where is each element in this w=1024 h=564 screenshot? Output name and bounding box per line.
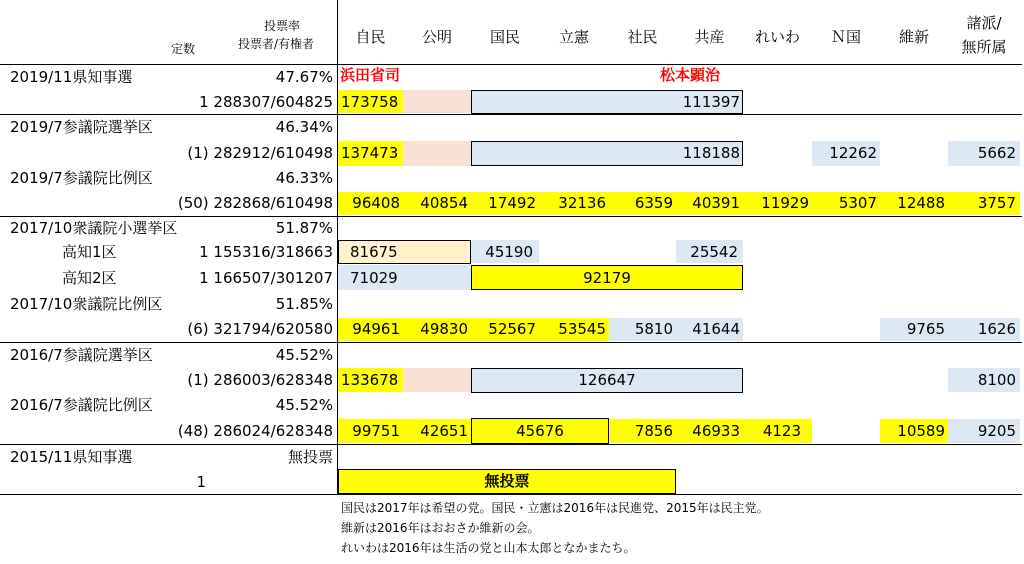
header-party-shamin: 社民: [627, 28, 658, 46]
seats-voters-ratio: 1 155316/318663: [199, 243, 333, 261]
turnout-rate: 51.87%: [275, 219, 333, 237]
row-title: 2019/11県知事選: [10, 68, 133, 86]
votes-jimin: 137473: [341, 144, 399, 162]
votes-kibou: 52567: [488, 320, 536, 338]
votes-nkoku: 12262: [829, 144, 877, 162]
turnout-rate: 45.52%: [275, 346, 333, 364]
fill-komei: [403, 141, 471, 166]
row-title: 2015/11県知事選: [10, 448, 133, 466]
votes-jimin: 99751: [352, 422, 400, 440]
row-divider: [0, 114, 1022, 115]
row-divider: [0, 494, 1022, 495]
row-divider: [0, 64, 1022, 65]
header-party-nkoku: Ｎ国: [830, 28, 861, 46]
note-line: 国民は2017年は希望の党。国民・立憲は2016年は民進党、2015年は民主党。: [341, 501, 769, 515]
votes-joint: 92179: [583, 269, 631, 287]
header-party-jimin: 自民: [355, 28, 386, 46]
votes-opposition: 111397: [682, 93, 740, 111]
row-title: 2017/10衆議院小選挙区: [10, 221, 178, 236]
votes-komei: 49830: [420, 320, 468, 338]
votes-nkoku: 5307: [838, 194, 877, 212]
header-others-line1: 諸派/: [966, 14, 1002, 32]
seats-voters-ratio: 1 288307/604825: [199, 93, 333, 111]
votes-shamin: 5810: [634, 320, 673, 338]
votes-komei: 42651: [420, 422, 468, 440]
candidate-a: 浜田省司: [340, 66, 401, 84]
header-party-reiwa: れいわ: [754, 28, 800, 46]
votes-kyosan: 40391: [692, 194, 740, 212]
turnout-rate: 47.67%: [275, 68, 333, 86]
votes-kyosan: 25542: [690, 243, 738, 261]
header-party-rikken: 立憲: [558, 28, 589, 46]
seats: 1: [196, 473, 206, 491]
votes-others: 8100: [977, 371, 1016, 389]
votes-jimin: 96408: [352, 194, 400, 212]
header-turnout: 投票率: [263, 19, 300, 33]
row-title: 2016/7参議院比例区: [10, 396, 153, 414]
votes-jimin: 94961: [352, 320, 400, 338]
seats-voters-ratio: (6) 321794/620580: [187, 320, 333, 338]
district-name: 高知1区: [62, 243, 117, 261]
votes-kokumin: 45190: [485, 243, 533, 261]
votes-kokumin: 17492: [488, 194, 536, 212]
header-voters-ratio: 投票者/有権者: [237, 37, 315, 51]
votes-rikken: 32136: [558, 194, 606, 212]
row-title: 2019/7参議院比例区: [10, 169, 153, 187]
votes-rikken: 53545: [558, 320, 606, 338]
votes-ishin: 12488: [897, 194, 945, 212]
turnout-rate: 46.33%: [275, 169, 333, 187]
row-title: 2017/10衆議院比例区: [10, 295, 163, 313]
row-title: 2016/7参議院選挙区: [10, 346, 153, 364]
row-title: 2019/7参議院選挙区: [10, 118, 153, 136]
header-party-kokumin: 国民: [489, 28, 520, 46]
votes-jimin: 133678: [341, 371, 399, 389]
header-seats: 定数: [171, 42, 196, 56]
votes-others: 1626: [977, 320, 1016, 338]
header-party-ishin: 維新: [898, 28, 929, 46]
note-line: れいわは2016年は生活の党と山本太郎となかまたち。: [341, 541, 636, 555]
votes-jimin: 71029: [350, 269, 398, 287]
turnout-rate: 無投票: [287, 448, 333, 466]
votes-reiwa: 11929: [761, 194, 809, 212]
fill-komei: [403, 368, 471, 392]
votes-ishin: 10589: [897, 422, 945, 440]
seats-voters-ratio: 1 166507/301207: [199, 269, 333, 287]
turnout-rate: 45.52%: [275, 396, 333, 414]
fill-komei: [403, 90, 471, 113]
votes-jimin: 81675: [350, 243, 398, 261]
votes-komei: 40854: [420, 194, 468, 212]
seats-voters-ratio: (48) 286024/628348: [177, 422, 333, 440]
seats-voters-ratio: (1) 282912/610498: [187, 144, 333, 162]
column-divider: [337, 0, 338, 495]
turnout-rate: 51.85%: [275, 295, 333, 313]
votes-opposition: 118188: [682, 144, 740, 162]
votes-opposition: 126647: [578, 371, 636, 389]
seats-voters-ratio: (1) 286003/628348: [187, 371, 333, 389]
votes-others: 3757: [977, 194, 1016, 212]
header-party-kyosan: 共産: [694, 28, 725, 46]
district-name: 高知2区: [62, 269, 117, 287]
turnout-rate: 46.34%: [275, 118, 333, 136]
votes-reiwa: 4123: [762, 422, 801, 440]
votes-minshin: 45676: [516, 422, 564, 440]
candidate-b: 松本顕治: [660, 66, 721, 84]
no-vote-label: 無投票: [484, 472, 530, 490]
row-divider: [0, 216, 1022, 217]
votes-kyosan: 41644: [692, 320, 740, 338]
votes-shamin: 6359: [634, 194, 673, 212]
note-line: 維新は2016年はおおさか維新の会。: [341, 521, 540, 535]
seats-voters-ratio: (50) 282868/610498: [177, 194, 333, 212]
votes-shamin: 7856: [634, 422, 673, 440]
votes-kyosan: 46933: [692, 422, 740, 440]
row-divider: [0, 342, 1022, 343]
votes-ishin: 9765: [906, 320, 945, 338]
votes-others: 9205: [977, 422, 1016, 440]
row-divider: [0, 444, 1022, 445]
votes-others: 5662: [977, 144, 1016, 162]
votes-jimin: 173758: [341, 93, 399, 111]
header-others-line2: 無所属: [961, 38, 1007, 56]
header-party-komei: 公明: [421, 28, 452, 46]
